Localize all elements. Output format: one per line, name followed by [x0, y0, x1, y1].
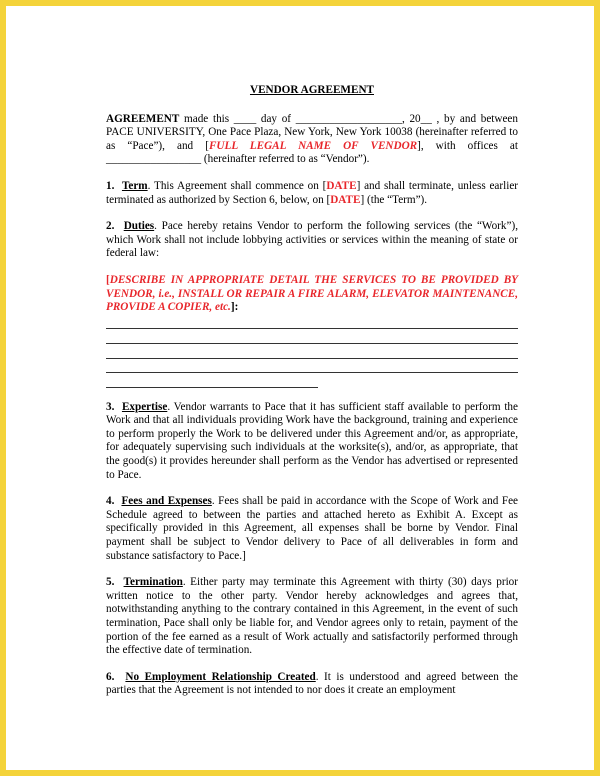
section-number: 3.: [106, 400, 115, 413]
services-description: [106, 274, 518, 388]
document-title: VENDOR AGREEMENT: [249, 84, 374, 96]
intro-text-1: made this ____ day of ___________________, 20__ , by and between PACE UNIVERSITY, One Pace Plaza, New York, New York 10038 (hereinafter referred to as “Pace”), and [: [106, 112, 518, 152]
section-number: 4.: [106, 495, 115, 508]
section-heading: Expertise: [121, 400, 168, 413]
section-term: [106, 180, 518, 207]
section-heading: Termination: [123, 576, 183, 589]
section-fees: [106, 495, 518, 563]
bracket-open: [: [106, 273, 110, 286]
section-text: . It is understood and agreed between the parties that the Agreement is not intended to nor does it create an employment: [106, 670, 518, 697]
intro-text-2: ], with offices at _________________ (hereinafter referred to as “Vendor”).: [106, 139, 518, 166]
section-text: . Pace hereby retains Vendor to perform the following services (the “Work”), which Work shall not include lobbying activities or services within the meaning of state or federal law:: [106, 220, 518, 260]
services-placeholder: [106, 274, 518, 315]
section-text: ] (the “Term”).: [360, 193, 428, 206]
document-body: [106, 84, 518, 711]
section-heading: Term: [121, 179, 148, 192]
section-text: . Vendor warrants to Pace that it has sufficient staff available to perform the Work and that all individuals providing Work have the background, training and experience to perform properly the Work to be delivered under this Agreement and/or, as appropriate, for adequately supervising such individuals at the worksite(s), and/or, as appropriate, that the good(s) it provides hereunder shall perform as the Vendor has advertised or represented to Pace.: [106, 400, 518, 481]
blank-line: [106, 329, 518, 344]
section-text: . Fees shall be paid in accordance with the Scope of Work and Fee Schedule agreed to between the parties and attached hereto as Exhibit A. Except as specifically provided in this Agreement, all expenses shall be borne by Vendor. Final payment shall be subject to Vendor delivery to Pace of all deliverables in form and substance satisfactory to Pace.]: [106, 495, 518, 562]
section-text: . This Agreement shall commence on [: [147, 179, 327, 192]
date-placeholder: DATE: [330, 193, 361, 206]
section-text: . Either party may terminate this Agreement with thirty (30) days prior written notice to the other party. Vendor hereby acknowledges and agrees that, notwithstanding anything to the contrary contained in this Agreement, in the event of such termination, Pace shall only be liable for, and Vendor agrees only to retain, payment of the portion of the fee earned as a result of Work actually and satisfactorily performed through the effective date of termination.: [106, 576, 519, 657]
blank-line: [106, 373, 318, 388]
section-number: 2.: [106, 220, 115, 233]
section-heading: Duties: [123, 220, 155, 233]
section-termination: [106, 576, 518, 658]
section-number: 1.: [106, 179, 115, 192]
date-placeholder: DATE: [326, 179, 357, 192]
section-text: ] and shall terminate, unless earlier terminated as authorized by Section 6, below, on [: [106, 179, 519, 206]
intro-lead: AGREEMENT: [106, 112, 180, 125]
document-page: [6, 6, 594, 770]
section-heading: Fees and Expenses: [121, 495, 212, 508]
section-number: 5.: [106, 576, 115, 589]
services-placeholder-text: DESCRIBE IN APPROPRIATE DETAIL THE SERVICES TO BE PROVIDED BY VENDOR, i.e., INSTALL OR REPAIR A FIRE ALARM, ELEVATOR MAINTENANCE, PROVIDE A COPIER, etc.: [106, 273, 518, 314]
blank-line: [106, 359, 518, 374]
section-expertise: [106, 401, 518, 483]
bracket-close: ]:: [230, 301, 239, 314]
blank-line: [106, 315, 518, 330]
vendor-name-placeholder: FULL LEGAL NAME OF VENDOR: [208, 139, 418, 152]
blank-line: [106, 344, 518, 359]
intro-paragraph: [106, 113, 518, 167]
section-heading: No Employment Relationship Created: [125, 670, 316, 683]
section-employment: [106, 671, 518, 698]
section-number: 6.: [106, 670, 115, 683]
section-duties: [106, 220, 518, 261]
